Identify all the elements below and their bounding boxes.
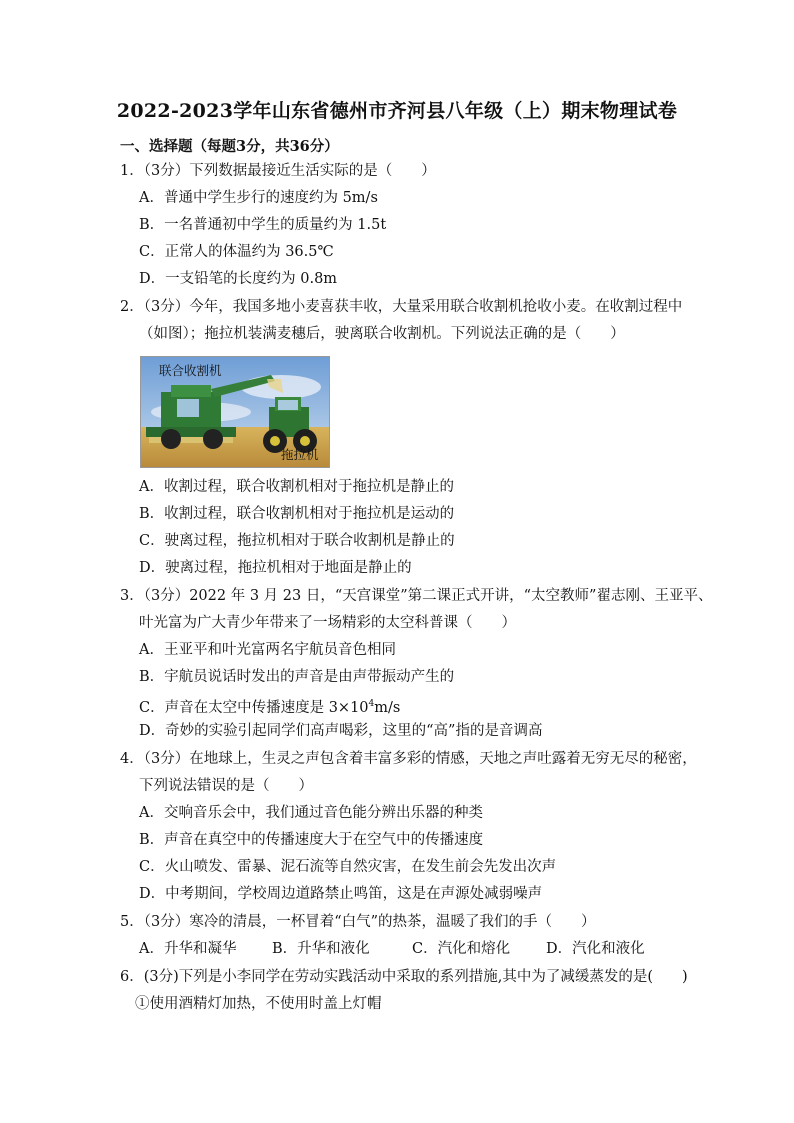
question-5-option-a: A．升华和凝华 [139,941,237,957]
question-2-stem-line-2: （如图）；拖拉机装满麦穗后，驶离联合收割机。下列说法正确的是（ ） [139,326,625,342]
question-1-option-a: A．普通中学生步行的速度约为 5m/s [139,190,378,206]
question-4-option-a: A．交响音乐会中，我们通过音色能分辨出乐器的种类 [139,805,483,821]
question-2-option-b: B．收割过程，联合收割机相对于拖拉机是运动的 [139,506,455,522]
question-3-stem-line-2: 叶光富为广大青少年带来了一场精彩的太空科普课（ ） [139,615,516,631]
question-4-option-d: D．中考期间，学校周边道路禁止鸣笛，这是在声源处减弱噪声 [139,886,543,902]
tractor-label: 拖拉机 [281,447,319,462]
page-title: 2022-2023学年山东省德州市齐河县八年级（上）期末物理试卷 [116,100,678,122]
question-4-option-b: B．声音在真空中的传播速度大于在空气中的传播速度 [139,832,484,848]
question-3-option-c-text: C．声音在太空中传播速度是 3×10 [139,699,369,716]
question-5-option-b: B．升华和液化 [272,941,370,957]
question-4-option-c: C．火山喷发、雷暴、泥石流等自然灾害，在发生前会先发出次声 [139,859,557,875]
question-3-option-a: A．王亚平和叶光富两名宇航员音色相同 [139,642,396,658]
question-1-option-d: D．一支铅笔的长度约为 0.8m [139,271,338,287]
question-5-stem: 5．（3分）寒冷的清晨，一杯冒着“白气”的热茶，温暖了我们的手（ ） [120,914,596,930]
question-1-option-c: C．正常人的体温约为 36.5℃ [139,244,334,260]
question-6-stem: 6．(3分)下列是小李同学在劳动实践活动中采取的系列措施,其中为了减缓蒸发的是( ) [120,969,688,985]
question-3-option-c-unit: m/s [374,699,401,716]
harvester-label: 联合收割机 [159,363,222,378]
question-1-option-b: B．一名普通初中学生的质量约为 1.5t [139,217,387,233]
question-3-option-d: D．奇妙的实验引起同学们高声喝彩，这里的“高”指的是音调高 [139,723,543,739]
question-2-option-c: C．驶离过程，拖拉机相对于联合收割机是静止的 [139,533,455,549]
question-6-item-1: ①使用酒精灯加热，不使用时盖上灯帽 [135,996,382,1012]
question-2-stem-line-1: 2．（3分）今年，我国多地小麦喜获丰收，大量采用联合收割机抢收小麦。在收割过程中 [120,299,683,315]
question-4-stem-line-2: 下列说法错误的是（ ） [139,778,313,794]
question-2-option-a: A．收割过程，联合收割机相对于拖拉机是静止的 [139,479,454,495]
question-5-option-d: D．汽化和液化 [546,941,645,957]
question-5-option-c: C．汽化和熔化 [412,941,511,957]
question-1-stem: 1．（3分）下列数据最接近生活实际的是（ ） [120,163,436,179]
question-3-stem-line-1: 3．（3分）2022 年 3 月 23 日，“天宫课堂”第二课正式开讲，“太空教师”翟志刚、王亚平、 [120,588,713,604]
question-3-option-c-exponent: 4 [368,699,375,709]
question-2-option-d: D．驶离过程，拖拉机相对于地面是静止的 [139,560,412,576]
harvester-tractor-photo [140,356,330,468]
question-3-option-b: B．宇航员说话时发出的声音是由声带振动产生的 [139,669,455,685]
section-heading: 一、选择题（每题3分，共36分） [120,138,339,155]
question-4-stem-line-1: 4．（3分）在地球上，生灵之声包含着丰富多彩的情感，天地之声吐露着无穷无尽的秘密， [120,751,697,767]
question-3-option-c [139,694,400,718]
